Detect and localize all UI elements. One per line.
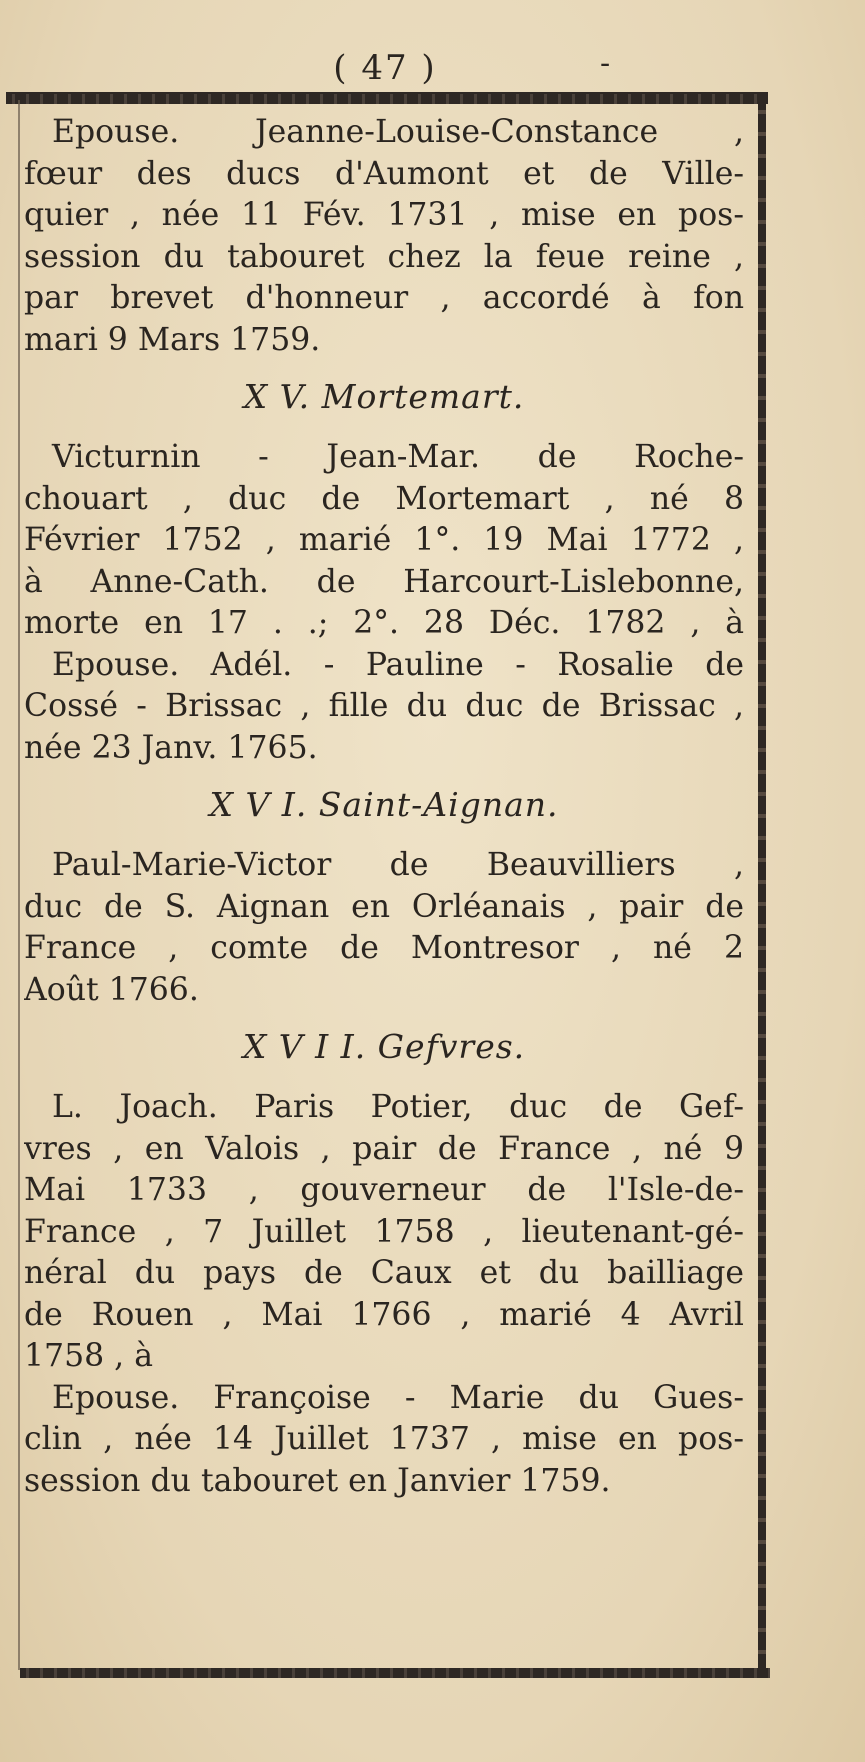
text-line: quier , née 11 Fév. 1731 , mise en pos- [24, 197, 744, 233]
page-mark: - [600, 46, 611, 81]
paragraph-saint-aignan [24, 845, 744, 1011]
text-line: Août 1766. [24, 971, 199, 1008]
page-text [24, 112, 744, 1502]
text-line: Février 1752 , marié 1°. 19 Mai 1772 , [24, 522, 744, 558]
bottom-rule [20, 1668, 770, 1678]
text-line: 1758 , à [24, 1338, 153, 1374]
text-line: par brevet d'honneur , accordé à fon [24, 280, 744, 316]
right-border [758, 100, 766, 1670]
text-line: Epouse. Adél. - Pauline - Rosalie de [52, 646, 744, 683]
section-heading-gesvres: X V I I. Gefvres. [242, 1027, 526, 1066]
text-line: session du tabouret en Janvier 1759. [24, 1462, 611, 1499]
text-line: Epouse. Jeanne-Louise-Constance , [52, 114, 744, 150]
text-line: vres , en Valois , pair de France , né 9 [24, 1130, 744, 1167]
text-line: néral du pays de Caux et du bailliage [24, 1255, 744, 1291]
paragraph-mortemart [24, 437, 744, 769]
text-line: France , comte de Montresor , né 2 [24, 930, 744, 966]
text-line: née 23 Janv. 1765. [24, 729, 318, 766]
text-line: de Rouen , Mai 1766 , marié 4 Avril [24, 1296, 744, 1333]
text-line: à Anne-Cath. de Harcourt-Lislebonne, [24, 563, 744, 600]
page-number: ( 47 ) [333, 48, 437, 88]
paragraph-aumont [24, 112, 744, 361]
text-line: session du tabouret chez la feue reine , [24, 238, 744, 275]
text-line: France , 7 Juillet 1758 , lieutenant-gé- [24, 1213, 744, 1250]
text-line: duc de S. Aignan en Orléanais , pair de [24, 888, 744, 925]
text-line: mari 9 Mars 1759. [24, 321, 321, 358]
text-line: clin , née 14 Juillet 1737 , mise en pos- [24, 1421, 744, 1457]
text-line: chouart , duc de Mortemart , né 8 [24, 480, 744, 517]
section-heading-mortemart: X V. Mortemart. [243, 377, 525, 416]
text-line: Cossé - Brissac , fille du duc de Brissac , [24, 688, 744, 724]
text-line: Mai 1733 , gouverneur de l'Isle-de- [24, 1172, 744, 1208]
top-rule [6, 92, 768, 104]
section-heading-saint-aignan: X V I. Saint-Aignan. [209, 785, 559, 824]
text-line: L. Joach. Paris Potier, duc de Gef- [52, 1089, 744, 1125]
text-line: Victurnin - Jean-Mar. de Roche- [52, 439, 744, 475]
left-border [18, 100, 20, 1670]
text-line: fœur des ducs d'Aumont et de Ville- [24, 155, 744, 192]
text-line: Paul-Marie-Victor de Beauvilliers , [52, 847, 744, 883]
paragraph-gesvres [24, 1087, 744, 1502]
text-line: Epouse. Françoise - Marie du Gues- [52, 1379, 744, 1416]
text-line: morte en 17 . .; 2°. 28 Déc. 1782 , à [24, 605, 744, 641]
